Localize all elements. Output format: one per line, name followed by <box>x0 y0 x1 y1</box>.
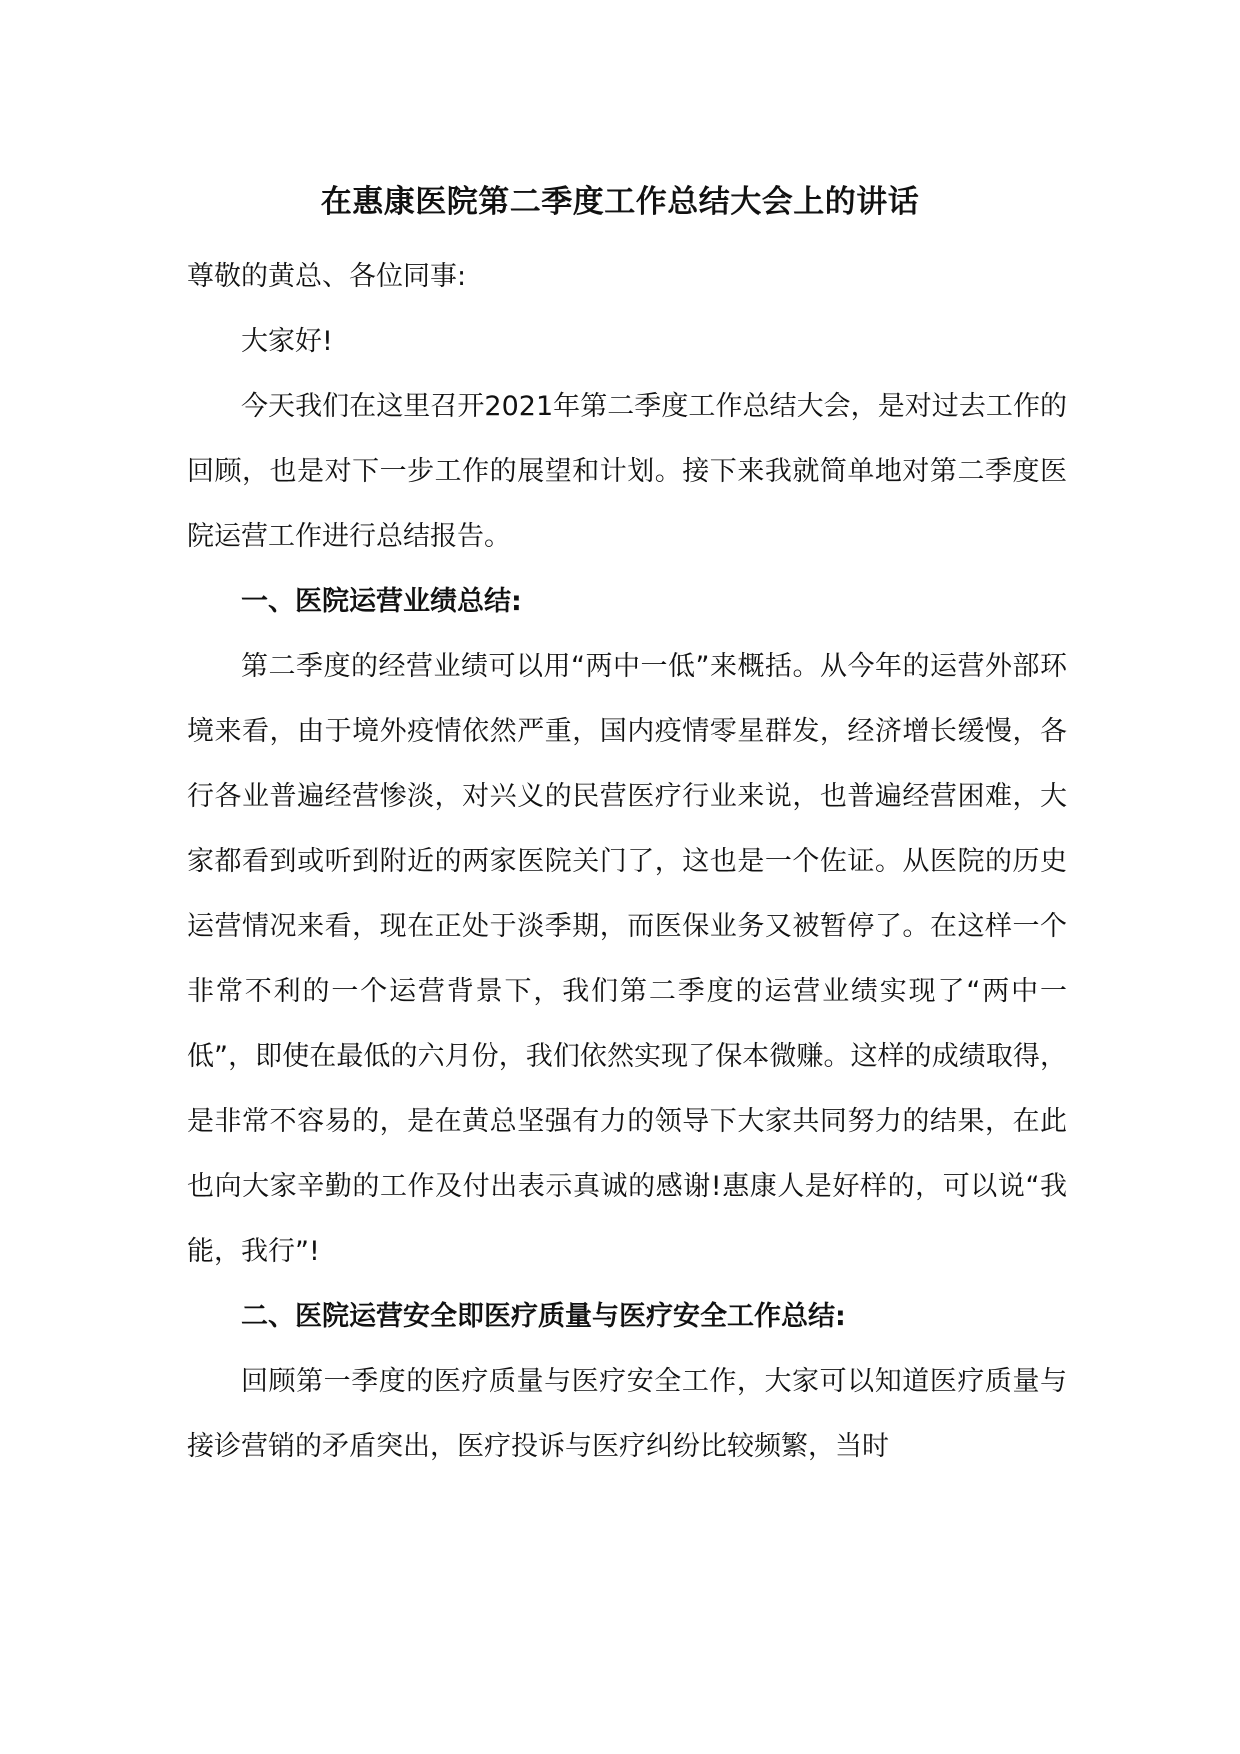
paragraph-performance: 第二季度的经营业绩可以用“两中一低”来概括。从今年的运营外部环境来看，由于境外疫情依然严重，国内疫情零星群发，经济增长缓慢，各行各业普遍经营惨淡，对兴义的民营医疗行业来说，也普遍经营困难，大家都看到或听到附近的两家医院关门了，这也是一个佐证。从医院的历史运营情况来看，现在正处于淡季期，而医保业务又被暂停了。在这样一个非常不利的一个运营背景下，我们第二季度的运营业绩实现了“两中一低”，即使在最低的六月份，我们依然实现了保本微赚。这样的成绩取得，是非常不容易的，是在黄总坚强有力的领导下大家共同努力的结果，在此也向大家辛勤的工作及付出表示真诚的感谢!惠康人是好样的，可以说“我能，我行”! <box>187 651 1067 1267</box>
section-heading-1: 一、医院运营业绩总结: <box>241 586 522 617</box>
section-heading-2: 二、医院运营安全即医疗质量与医疗安全工作总结: <box>241 1301 846 1332</box>
greeting: 大家好! <box>241 326 333 357</box>
paragraph-intro: 今天我们在这里召开2021年第二季度工作总结大会，是对过去工作的回顾，也是对下一步工作的展望和计划。接下来我就简单地对第二季度医院运营工作进行总结报告。 <box>187 391 1067 552</box>
salutation: 尊敬的黄总、各位同事: <box>187 261 467 292</box>
document-body <box>187 244 1067 1479</box>
paragraph-safety: 回顾第一季度的医疗质量与医疗安全工作，大家可以知道医疗质量与接诊营销的矛盾突出，医疗投诉与医疗纠纷比较频繁，当时 <box>187 1366 1067 1462</box>
document-title: 在惠康医院第二季度工作总结大会上的讲话 <box>320 184 920 220</box>
